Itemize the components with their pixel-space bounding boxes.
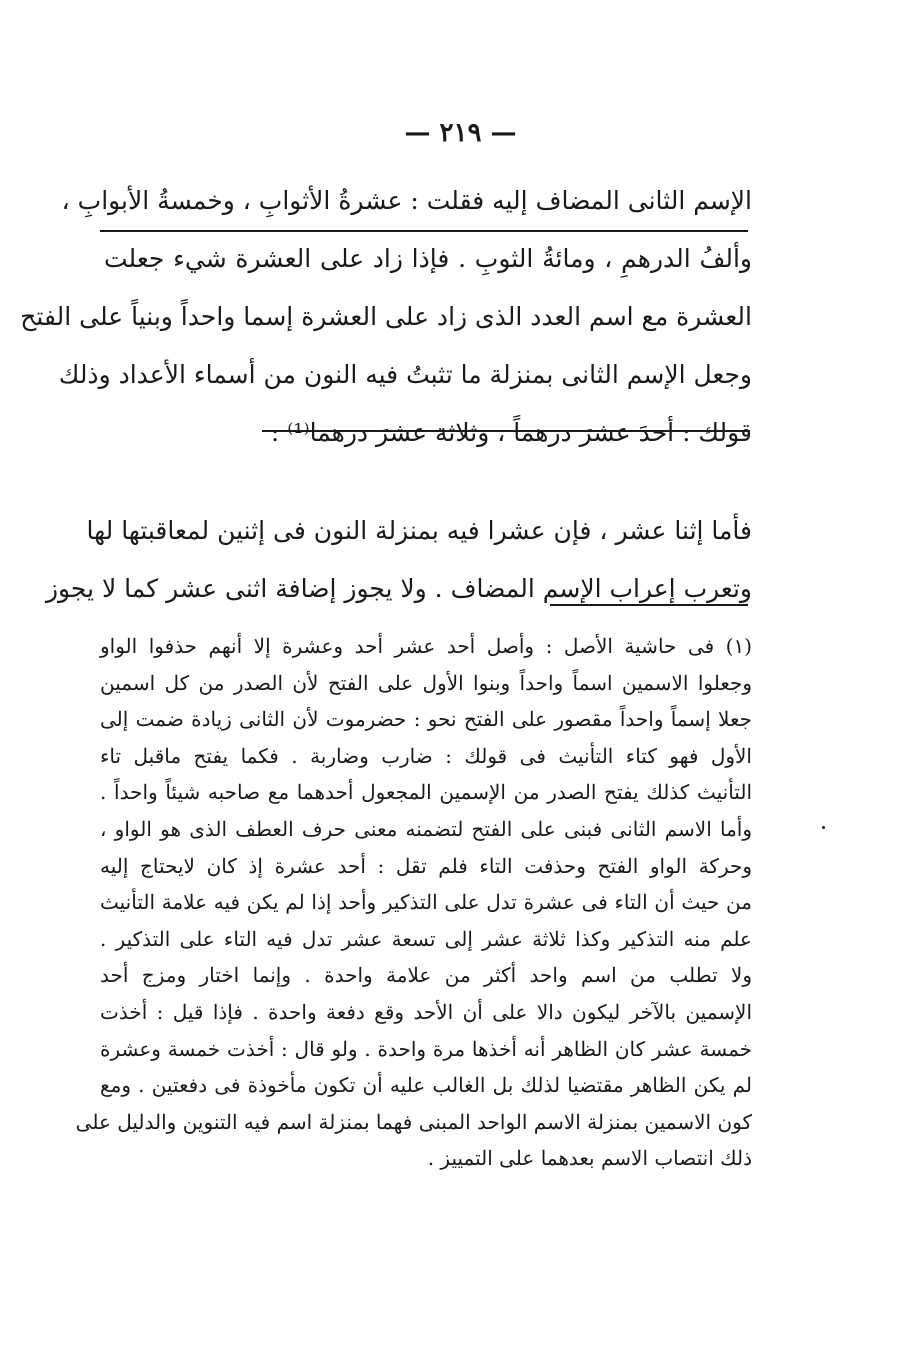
footnote-line: ذلك انتصاب الاسم بعدهما على التمييز . bbox=[427, 1146, 752, 1171]
underline-mark bbox=[100, 230, 748, 232]
main-text-line: العشرة مع اسم العدد الذى زاد على العشرة إسما واحداً وبنياً على الفتح bbox=[20, 302, 752, 331]
main-text bbox=[20, 172, 752, 618]
footnote-line: جعلا إسماً واحداً مقصور على الفتح نحو : حضرموت لأن الثانى زيادة ضمت إلى bbox=[100, 707, 752, 732]
main-text-line: وتعرب إعراب الإسم المضاف . ولا يجوز إضافة اثنى عشر كما لا يجوز bbox=[45, 574, 752, 603]
footnote-line: وأما الاسم الثانى فبنى على الفتح لتضمنه معنى حرف العطف الذى هو الواو ، bbox=[100, 816, 752, 841]
footnote-line: الإسمين بالآخر ليكون دالا على أن الأحد وقع دفعة واحدة . فإذا قيل : أخذت bbox=[100, 999, 752, 1024]
page-number: — ٢١٩ — bbox=[404, 118, 517, 148]
footnote-line: ولا تطلب من اسم واحد أكثر من علامة واحدة . وإنما اختار ومزج أحد bbox=[100, 963, 752, 988]
paragraph-gap bbox=[104, 462, 752, 502]
footnote-line: وحركة الواو الفتح وحذفت التاء فلم تقل : أحد عشرة إذ كان لايحتاج إليه bbox=[100, 853, 752, 878]
main-text-line: فأما إثنا عشر ، فإن عشرا فيه بمنزلة النون فى إثنين لمعاقبتها لها bbox=[86, 516, 752, 545]
footnote-line: لم يكن الظاهر مقتضيا لذلك بل الغالب عليه أن تكون مأخوذة فى دفعتين . ومع bbox=[100, 1073, 752, 1098]
footnote-line: (١) فى حاشية الأصل : وأصل أحد عشر أحد وعشرة إلا أنهم حذفوا الواو bbox=[100, 634, 752, 658]
footnote-line: وجعلوا الاسمين اسماً واحداً وبنوا الأول على الفتح لأن الصدر من كل اسمين bbox=[100, 670, 752, 695]
ink-speck bbox=[822, 826, 825, 829]
footnote-line: من حيث أن التاء فى عشرة تدل على التذكير وأحد إذا لم يكن فيه علامة التأنيث bbox=[100, 890, 752, 915]
footnote-line: علم منه التذكير وكذا ثلاثة عشر إلى تسعة عشر تدل فيه التاء على التذكير . bbox=[100, 926, 752, 951]
footnote bbox=[75, 628, 752, 1177]
footnote-line: خمسة عشر كان الظاهر أنه أخذها مرة واحدة . ولو قال : أخذت خمسة وعشرة bbox=[100, 1036, 752, 1061]
underline-mark bbox=[262, 430, 750, 432]
footnote-line: الأول فهو كتاء التأنيث فى قولك : ضارب وضاربة . فكما يفتح ماقبل تاء bbox=[100, 743, 752, 768]
footnote-separator bbox=[550, 604, 748, 606]
main-text-line: وألفُ الدرهمِ ، ومائةُ الثوبِ . فإذا زاد على العشرة شيء جعلت bbox=[104, 244, 752, 273]
footnote-line: كون الاسمين بمنزلة الاسم الواحد المبنى فهما بمنزلة اسم فيه التنوين والدليل على bbox=[75, 1109, 752, 1134]
main-text-line: قولك : أحدَ عشرَ درهماً ، وثلاثة عشرَ درهما⁽¹⁾ : bbox=[270, 418, 752, 447]
main-text-line: وجعل الإسم الثانى بمنزلة ما تثبتُ فيه النون من أسماء الأعداد وذلك bbox=[58, 360, 752, 389]
footnote-line: التأنيث كذلك يفتح الصدر من الإسمين المجعول أحدهما مع صاحبه شيئاً واحداً . bbox=[100, 780, 752, 805]
main-text-line: الإسم الثانى المضاف إليه فقلت : عشرةُ الأثوابِ ، وخمسةُ الأبوابِ ، bbox=[61, 186, 752, 215]
